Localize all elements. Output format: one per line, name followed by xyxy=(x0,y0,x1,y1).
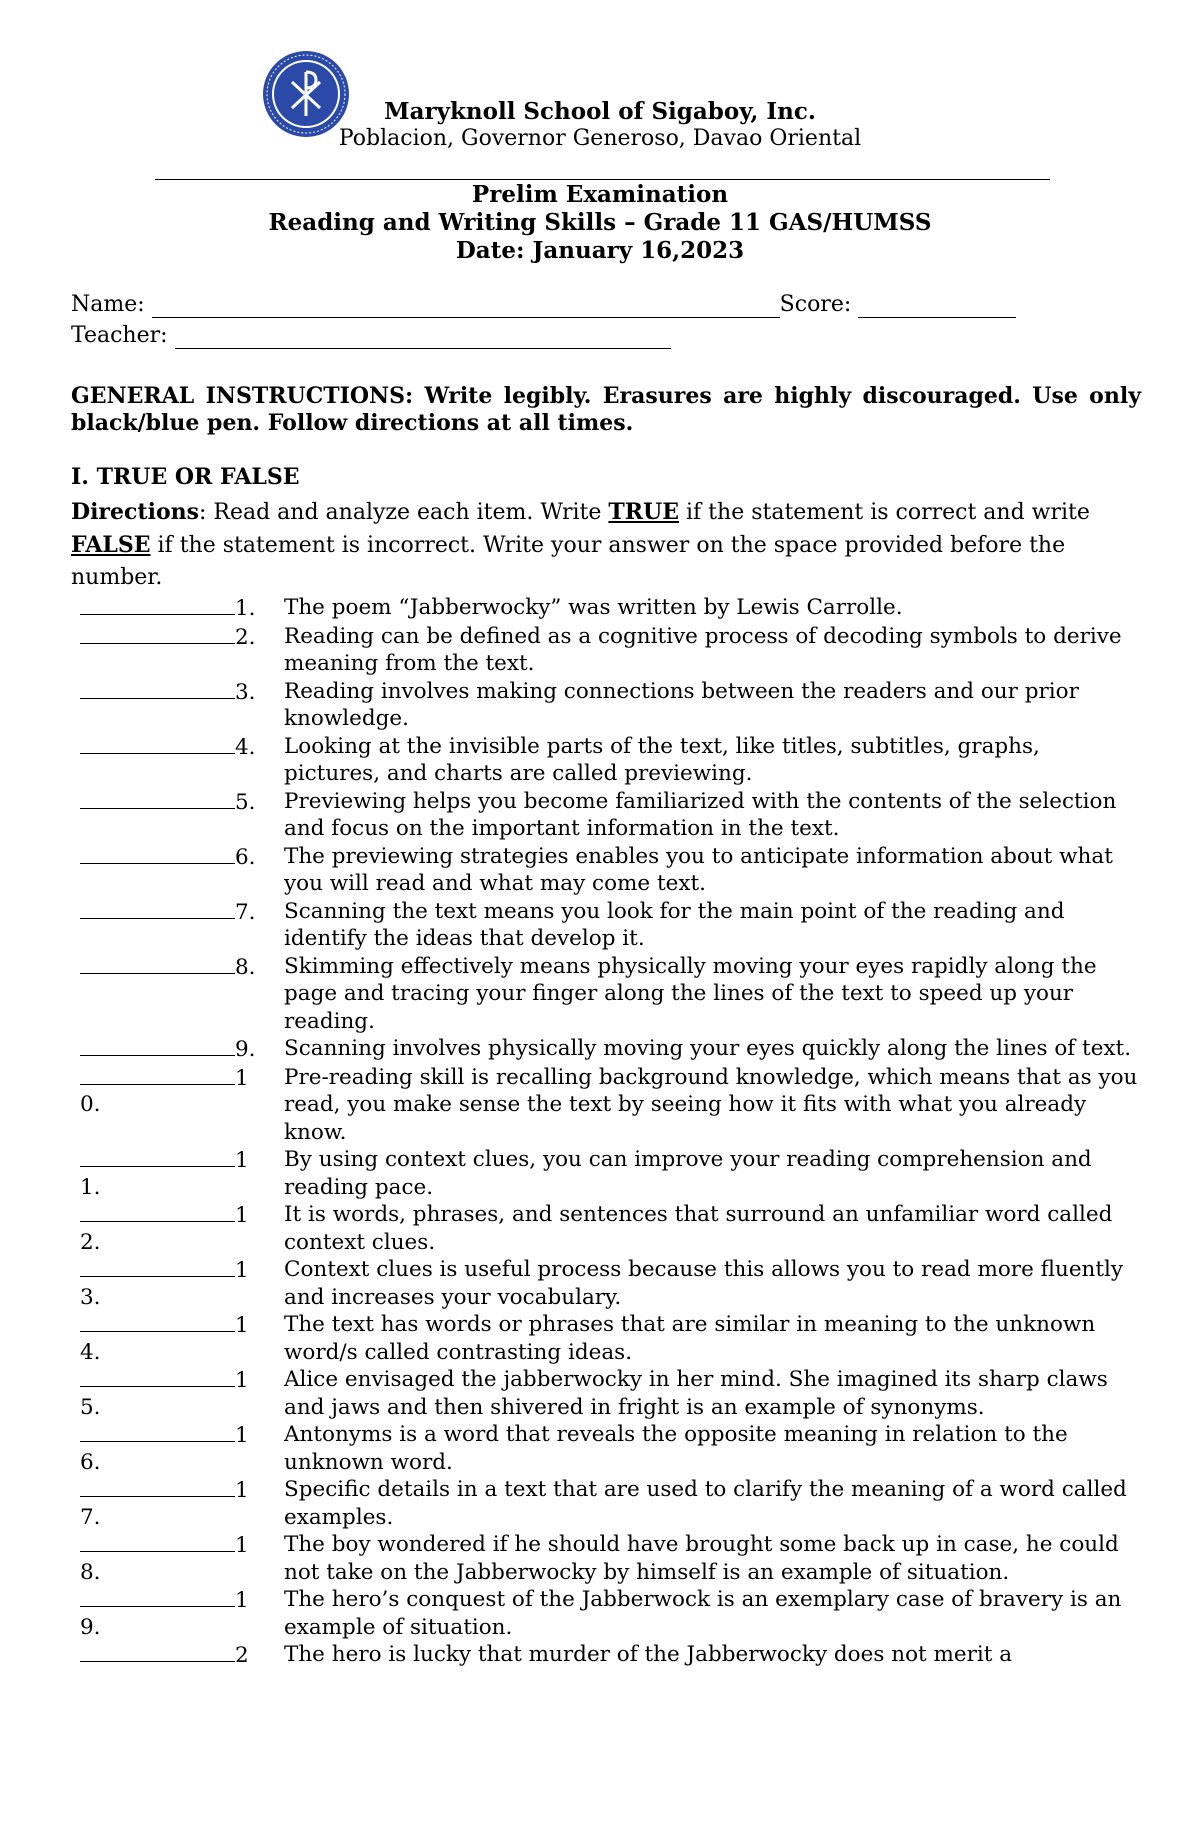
item-statement: The previewing strategies enables you to anticipate information about what you will read and what may come text. xyxy=(284,843,1113,896)
item-number-wrap: 2. xyxy=(80,1229,101,1255)
answer-slot xyxy=(80,898,284,953)
item-number: 1. xyxy=(235,596,256,621)
item-statement: By using context clues, you can improve your reading comprehension and reading pace. xyxy=(284,1147,1092,1200)
question-item xyxy=(80,843,1140,898)
answer-blank[interactable] xyxy=(80,594,235,615)
score-blank[interactable] xyxy=(858,292,1016,318)
exam-title: Prelim Examination xyxy=(471,181,729,208)
answer-slot xyxy=(80,623,284,678)
answer-slot xyxy=(80,1256,284,1311)
answer-slot xyxy=(80,1064,284,1147)
item-number: 1 xyxy=(235,1423,249,1448)
question-item xyxy=(80,733,1140,788)
answer-slot xyxy=(80,1366,284,1421)
item-statement: Reading involves making connections between the readers and our prior knowledge. xyxy=(284,678,1079,731)
item-statement: Antonyms is a word that reveals the opposite meaning in relation to the unknown word. xyxy=(284,1422,1068,1475)
answer-slot xyxy=(80,1201,284,1256)
answer-blank[interactable] xyxy=(80,898,235,919)
item-number: 1 xyxy=(235,1065,249,1091)
question-item xyxy=(80,1531,1140,1586)
answer-blank[interactable] xyxy=(80,733,235,754)
answer-blank[interactable] xyxy=(80,1311,235,1332)
answer-slot xyxy=(80,1531,284,1586)
answer-blank[interactable] xyxy=(80,1035,235,1056)
answer-blank[interactable] xyxy=(80,1586,235,1607)
item-number-wrap: 1. xyxy=(80,1174,101,1200)
answer-blank[interactable] xyxy=(80,1641,235,1662)
item-number-wrap: 8. xyxy=(80,1559,101,1585)
item-number-wrap: 9. xyxy=(80,1614,101,1640)
answer-blank[interactable] xyxy=(80,1421,235,1442)
answer-slot xyxy=(80,1641,284,1670)
item-number: 1 xyxy=(235,1368,249,1393)
answer-slot xyxy=(80,843,284,898)
item-number: 1 xyxy=(235,1203,249,1228)
item-statement: The boy wondered if he should have brought some back up in case, he could not take on the Jabberwocky by himself is an example of situation. xyxy=(284,1532,1119,1585)
directions-label: Directions xyxy=(71,499,199,525)
item-number: 7. xyxy=(235,899,256,925)
answer-blank[interactable] xyxy=(80,788,235,809)
answer-slot xyxy=(80,733,284,788)
answer-slot xyxy=(80,1586,284,1641)
item-number: 1 xyxy=(235,1478,249,1503)
exam-date: Date: January 16,2023 xyxy=(455,237,745,264)
header-divider xyxy=(155,179,1050,180)
item-statement: Reading can be defined as a cognitive process of decoding symbols to derive meaning from the text. xyxy=(284,623,1122,676)
question-list xyxy=(80,594,1140,1670)
item-statement: The text has words or phrases that are similar in meaning to the unknown word/s called contrasting ideas. xyxy=(284,1312,1096,1365)
answer-slot xyxy=(80,788,284,843)
item-number: 8. xyxy=(235,954,256,980)
answer-blank[interactable] xyxy=(80,1366,235,1387)
answer-blank[interactable] xyxy=(80,623,235,644)
question-item xyxy=(80,898,1140,953)
question-item xyxy=(80,678,1140,733)
question-item xyxy=(80,1586,1140,1641)
question-item xyxy=(80,1311,1140,1366)
teacher-label: Teacher: xyxy=(71,323,168,348)
item-number-wrap: 4. xyxy=(80,1339,101,1365)
item-statement: It is words, phrases, and sentences that surround an unfamiliar word called context clues. xyxy=(284,1202,1113,1255)
item-number: 6. xyxy=(235,844,256,870)
item-statement: The hero’s conquest of the Jabberwock is an exemplary case of bravery is an example of situation. xyxy=(284,1587,1122,1640)
question-item xyxy=(80,1476,1140,1531)
answer-blank[interactable] xyxy=(80,1064,235,1085)
answer-slot xyxy=(80,1311,284,1366)
teacher-blank[interactable] xyxy=(175,323,671,349)
answer-blank[interactable] xyxy=(80,953,235,974)
name-field-row xyxy=(71,292,1016,318)
item-statement: Scanning involves physically moving your eyes quickly along the lines of text. xyxy=(284,1036,1132,1061)
item-statement: Pre-reading skill is recalling background knowledge, which means that as you read, you make sense the text by seeing how it fits with what you already know. xyxy=(284,1064,1138,1145)
name-blank[interactable] xyxy=(152,292,780,318)
item-number: 9. xyxy=(235,1037,256,1062)
item-number: 5. xyxy=(235,789,256,815)
item-number: 2 xyxy=(235,1643,249,1668)
question-item xyxy=(80,788,1140,843)
answer-blank[interactable] xyxy=(80,1476,235,1497)
question-item xyxy=(80,1201,1140,1256)
section-directions: Directions: Read and analyze each item. Write TRUE if the statement is correct and write FALSE if the statement is incorrect. Write your answer on the space provided before the number. xyxy=(71,499,1090,590)
answer-blank[interactable] xyxy=(80,843,235,864)
question-item xyxy=(80,953,1140,1036)
school-name: Maryknoll School of Sigaboy, Inc. xyxy=(384,98,816,125)
question-item xyxy=(80,1035,1140,1064)
item-number-wrap: 6. xyxy=(80,1449,101,1475)
answer-blank[interactable] xyxy=(80,1146,235,1167)
false-keyword: FALSE xyxy=(71,532,151,558)
item-statement: Scanning the text means you look for the main point of the reading and identify the ideas that develop it. xyxy=(284,898,1065,951)
section-title: I. TRUE OR FALSE xyxy=(71,464,300,490)
item-statement: The hero is lucky that murder of the Jabberwocky does not merit a xyxy=(284,1642,1013,1667)
answer-slot xyxy=(80,1035,284,1064)
item-number-wrap: 0. xyxy=(80,1092,101,1117)
item-number: 1 xyxy=(235,1533,249,1558)
item-number: 1 xyxy=(235,1148,249,1173)
answer-slot xyxy=(80,678,284,733)
answer-slot xyxy=(80,953,284,1036)
item-statement: Alice envisaged the jabberwocky in her mind. She imagined its sharp claws and jaws and then shivered in fright is an example of synonyms. xyxy=(284,1367,1108,1420)
item-statement: Context clues is useful process because this allows you to read more fluently and increases your vocabulary. xyxy=(284,1257,1124,1310)
item-statement: Previewing helps you become familiarized with the contents of the selection and focus on the important information in the text. xyxy=(284,788,1117,841)
question-item xyxy=(80,1146,1140,1201)
question-item xyxy=(80,623,1140,678)
item-number: 1 xyxy=(235,1258,249,1283)
item-number: 3. xyxy=(235,679,256,705)
item-number: 2. xyxy=(235,624,256,650)
teacher-field-row xyxy=(71,323,671,349)
item-number-wrap: 7. xyxy=(80,1504,101,1530)
item-number-wrap: 3. xyxy=(80,1284,101,1310)
item-number-wrap: 5. xyxy=(80,1394,101,1420)
answer-blank[interactable] xyxy=(80,678,235,699)
answer-slot xyxy=(80,1476,284,1531)
item-statement: The poem “Jabberwocky” was written by Lewis Carrolle. xyxy=(284,595,903,620)
item-statement: Specific details in a text that are used to clarify the meaning of a word called examples. xyxy=(284,1477,1127,1530)
item-number: 4. xyxy=(235,734,256,760)
true-keyword: TRUE xyxy=(608,499,680,525)
score-label: Score: xyxy=(779,292,852,317)
question-item xyxy=(80,594,1140,623)
item-number: 1 xyxy=(235,1313,249,1338)
item-statement: Looking at the invisible parts of the text, like titles, subtitles, graphs, pictures, and charts are called previewing. xyxy=(284,733,1040,786)
answer-slot xyxy=(80,1421,284,1476)
question-item xyxy=(80,1366,1140,1421)
answer-blank[interactable] xyxy=(80,1531,235,1552)
answer-blank[interactable] xyxy=(80,1256,235,1277)
question-item xyxy=(80,1064,1140,1147)
answer-blank[interactable] xyxy=(80,1201,235,1222)
answer-slot xyxy=(80,594,284,623)
item-number: 1 xyxy=(235,1588,249,1613)
question-item xyxy=(80,1641,1140,1670)
question-item xyxy=(80,1421,1140,1476)
answer-slot xyxy=(80,1146,284,1201)
question-item xyxy=(80,1256,1140,1311)
item-statement: Skimming effectively means physically moving your eyes rapidly along the page and tracing your finger along the lines of the text to speed up your reading. xyxy=(284,953,1097,1034)
exam-subject: Reading and Writing Skills – Grade 11 GAS/HUMSS xyxy=(268,209,932,236)
school-address: Poblacion, Governor Generoso, Davao Oriental xyxy=(338,126,862,151)
general-instructions: GENERAL INSTRUCTIONS: Write legibly. Erasures are highly discouraged. Use only black/blue pen. Follow directions at all times. xyxy=(71,383,1141,436)
name-label: Name: xyxy=(71,292,145,317)
